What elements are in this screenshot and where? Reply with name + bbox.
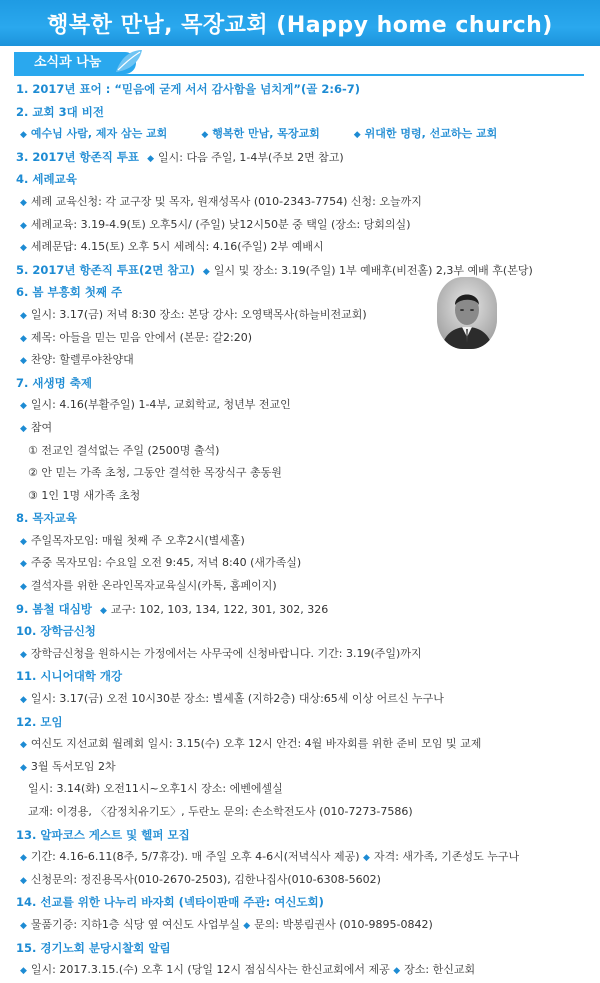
list-subitem <box>16 462 586 485</box>
section-heading <box>16 281 586 304</box>
list-item <box>16 236 586 259</box>
item-text: 제목: 아들을 믿는 믿음 안에서 (본문: 갈2:20) <box>30 330 252 344</box>
diamond-icon: ◆ <box>20 220 27 231</box>
diamond-icon: ◆ <box>20 536 27 547</box>
list-item <box>16 733 586 756</box>
heading-text: 7. 새생명 축제 <box>16 375 92 390</box>
item-text: 장학금신청을 원하시는 가정에서는 사무국에 신청바랍니다. 기간: 3.19(주일)까지 <box>30 646 422 660</box>
list-item <box>16 417 586 440</box>
diamond-icon: ◆ <box>99 605 107 616</box>
list-item <box>16 530 586 553</box>
section-heading <box>16 78 586 101</box>
diamond-icon: ◆ <box>20 356 27 367</box>
list-item <box>16 575 586 598</box>
diamond-icon: ◆ <box>20 197 27 208</box>
item-text: 주일목자모임: 매월 첫째 주 오후2시(별세홀) <box>30 533 245 547</box>
diamond-icon: ◆ <box>201 130 209 141</box>
header-banner <box>0 0 600 46</box>
section-heading <box>16 711 586 734</box>
diamond-icon: ◆ <box>20 695 27 706</box>
section-heading <box>16 259 586 282</box>
vision-text: 행복한 만남, 목장교회 <box>212 127 320 141</box>
section-heading <box>16 665 586 688</box>
item-detail: 자격: 새가족, 기존성도 누구나 <box>373 850 520 864</box>
item-text: ③ 1인 1명 새가족 초청 <box>28 488 141 502</box>
list-item <box>16 191 586 214</box>
diamond-icon: ◆ <box>20 920 27 931</box>
diamond-icon: ◆ <box>363 853 370 864</box>
diamond-icon: ◆ <box>20 582 27 593</box>
diamond-icon: ◆ <box>20 740 27 751</box>
heading-text: 13. 알파코스 게스트 및 헬퍼 모집 <box>16 827 190 842</box>
vision-text: 예수님 사람, 제자 삼는 교회 <box>30 127 168 141</box>
diamond-icon: ◆ <box>243 920 251 931</box>
detail-line <box>16 778 586 801</box>
diamond-icon: ◆ <box>147 153 154 164</box>
heading-text: 9. 봄철 대심방 <box>16 601 92 616</box>
item-text: 일시: 3.14(화) 오전11시~오후1시 장소: 에벤에셀실 <box>28 782 283 796</box>
item-detail: 장소: 한신교회 <box>404 963 476 977</box>
heading-text: 1. 2017년 표어 : “믿음에 굳게 서서 감사함을 넘치게”(골 2:6-7) <box>16 82 360 96</box>
diamond-icon: ◆ <box>393 966 401 977</box>
list-item <box>16 688 586 711</box>
heading-text: 4. 세례교육 <box>16 172 77 187</box>
speaker-portrait <box>437 277 497 349</box>
section-heading <box>16 937 586 960</box>
heading-text: 6. 봄 부흥회 첫째 주 <box>16 285 123 300</box>
item-text: 세례 교육신청: 각 교구장 및 목자, 원재성목사 (010-2343-7754) 신청: 오늘까지 <box>30 194 422 208</box>
heading-text: 8. 목자교육 <box>16 511 77 526</box>
item-detail: 문의: 박봉림권사 (010-9895-0842) <box>254 917 433 931</box>
vision-item <box>354 123 497 146</box>
list-item <box>16 327 586 350</box>
heading-text: 10. 장학금신청 <box>16 624 96 639</box>
heading-text: 12. 모임 <box>16 714 63 729</box>
item-text: 찬양: 할렐루야찬양대 <box>30 353 134 367</box>
diamond-icon: ◆ <box>20 762 27 773</box>
vision-item <box>201 123 319 146</box>
list-item <box>16 756 586 779</box>
section-heading <box>16 146 586 169</box>
list-item <box>16 349 586 372</box>
list-item <box>16 214 586 237</box>
page-title: 행복한 만남, 목장교회 (Happy home church) <box>47 12 553 38</box>
item-text: 일시: 3.17(금) 오전 10시30분 장소: 별세홀 (지하2층) 대상:65세 이상 어르신 누구나 <box>30 692 444 706</box>
item-text: 기간: 4.16-6.11(8주, 5/7휴강). 매 주일 오후 4-6시(저녁식사 제공) <box>30 850 360 864</box>
list-subitem <box>16 440 586 463</box>
diamond-icon: ◆ <box>20 853 27 864</box>
heading-text: 11. 시니어대학 개강 <box>16 669 123 684</box>
heading-detail: 교구: 102, 103, 134, 122, 301, 302, 326 <box>110 602 329 616</box>
vision-list <box>16 123 586 146</box>
heading-text: 3. 2017년 항존직 투표 <box>16 149 140 164</box>
section-heading <box>16 372 586 395</box>
diamond-icon: ◆ <box>20 401 27 412</box>
item-text: 일시: 2017.3.15.(수) 오후 1시 (당일 12시 점심식사는 한신교회에서 제공 <box>30 963 390 977</box>
diamond-icon: ◆ <box>20 333 27 344</box>
item-text: 일시: 4.16(부활주일) 1-4부, 교회학교, 청년부 전교인 <box>30 398 291 412</box>
diamond-icon: ◆ <box>20 423 27 434</box>
section-heading <box>16 620 586 643</box>
vision-text: 위대한 명령, 선교하는 교회 <box>364 127 498 141</box>
heading-detail: 일시: 다음 주일, 1-4부(주보 2면 참고) <box>157 150 344 164</box>
list-subitem <box>16 485 586 508</box>
list-item <box>16 959 586 982</box>
diamond-icon: ◆ <box>202 266 210 277</box>
section-heading <box>16 101 586 124</box>
item-text: 주중 목자모임: 수요일 오전 9:45, 저녁 8:40 (새가족실) <box>30 556 302 570</box>
item-text: 3월 독서모임 2차 <box>30 759 116 773</box>
diamond-icon: ◆ <box>20 966 27 977</box>
section-heading <box>16 824 586 847</box>
list-item <box>16 552 586 575</box>
item-text: 신청문의: 정진용목사(010-2670-2503), 김한나집사(010-6308-5602) <box>30 872 381 886</box>
item-text: 교재: 이경용, 〈감정치유기도〉, 두란노 문의: 손소학전도사 (010-7273-7586) <box>28 805 413 818</box>
heading-text: 14. 선교를 위한 나누리 바자회 (넥타이판매 주관: 여신도회) <box>16 895 324 910</box>
section-heading <box>16 168 586 191</box>
vision-item <box>20 123 167 146</box>
diamond-icon: ◆ <box>20 559 27 570</box>
list-item <box>16 643 586 666</box>
section-heading <box>16 891 586 914</box>
section-tab-label: 소식과 나눔 <box>14 52 136 74</box>
item-text: 결석자를 위한 온라인목자교육실시(카톡, 홈페이지) <box>30 579 277 593</box>
section-heading <box>16 507 586 530</box>
heading-text: 5. 2017년 항존직 투표(2면 참고) <box>16 262 195 277</box>
item-text: ② 안 믿는 가족 초청, 그동안 결석한 목장식구 총동원 <box>28 466 282 480</box>
list-item <box>16 869 586 892</box>
list-item <box>16 914 586 937</box>
item-text: 물품기증: 지하1층 식당 옆 여신도 사업부실 <box>30 917 240 931</box>
heading-detail: 일시 및 장소: 3.19(주일) 1부 예배후(비전홀) 2,3부 예배 후(본당) <box>213 263 533 277</box>
diamond-icon: ◆ <box>20 875 27 886</box>
diamond-icon: ◆ <box>20 130 27 141</box>
section-heading <box>16 598 586 621</box>
item-text: 세례문답: 4.15(토) 오후 5시 세례식: 4.16(주일) 2부 예배시 <box>30 240 324 254</box>
item-text: 참여 <box>30 420 53 434</box>
item-text: 여신도 지선교회 월례회 일시: 3.15(수) 오후 12시 안건: 4월 바자회를 위한 준비 모임 및 교제 <box>30 737 482 751</box>
diamond-icon: ◆ <box>20 310 27 321</box>
item-text: 일시: 3.17(금) 저녁 8:30 장소: 본당 강사: 오영택목사(하늘비전교회) <box>30 307 367 321</box>
diamond-icon: ◆ <box>353 130 361 141</box>
item-text: ① 전교인 결석없는 주일 (2500명 출석) <box>28 443 220 457</box>
section-tab <box>14 52 136 74</box>
list-item <box>16 846 586 869</box>
heading-text: 15. 경기노회 분당시찰회 알림 <box>16 940 171 955</box>
section-divider <box>14 74 584 76</box>
diamond-icon: ◆ <box>20 243 27 254</box>
detail-line <box>16 801 586 824</box>
list-item <box>16 394 586 417</box>
diamond-icon: ◆ <box>20 649 27 660</box>
leaf-icon <box>114 48 144 76</box>
list-item <box>16 304 586 327</box>
heading-text: 2. 교회 3대 비전 <box>16 104 104 119</box>
notice-list <box>16 78 586 982</box>
item-text: 세례교육: 3.19-4.9(토) 오후5시/ (주일) 낮12시50분 중 택일 (장소: 당회의실) <box>30 217 411 231</box>
